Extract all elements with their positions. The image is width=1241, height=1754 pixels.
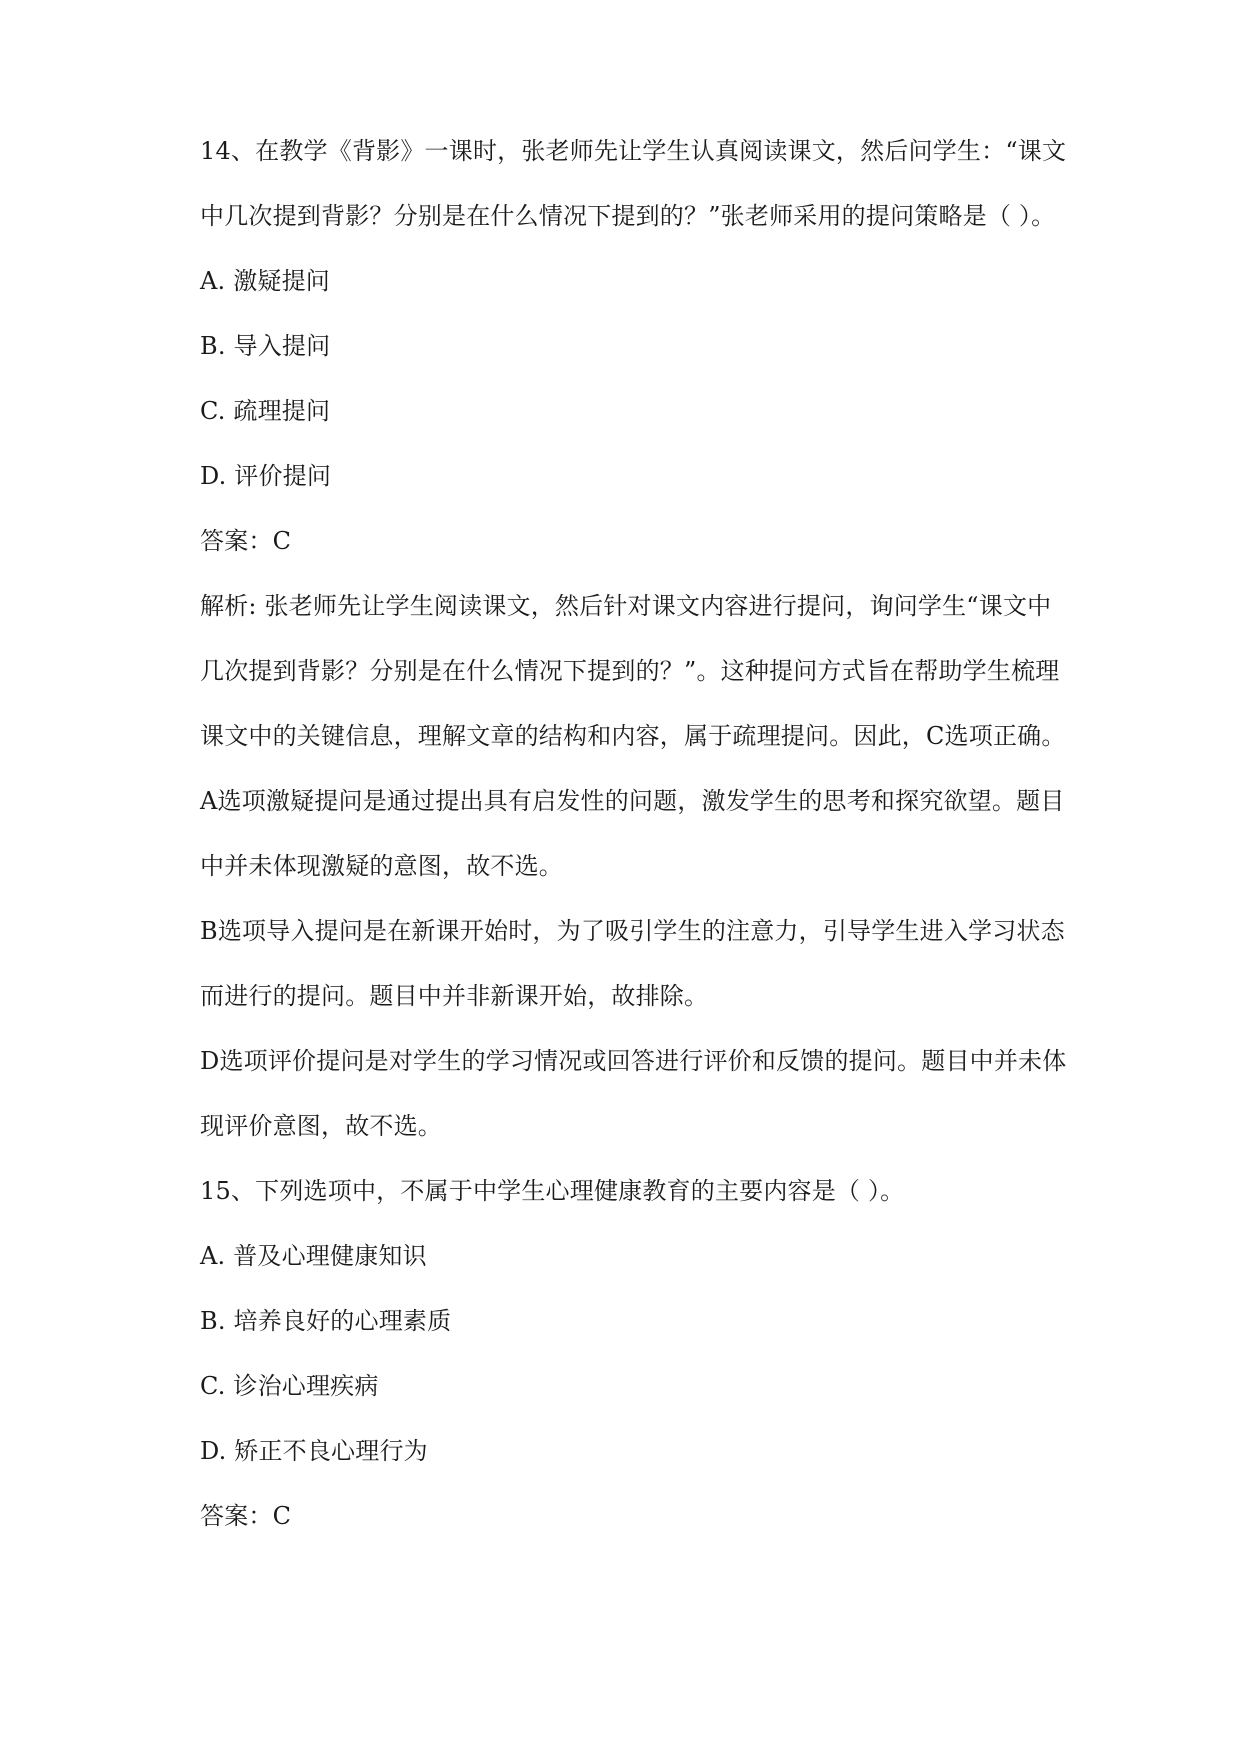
question-14-analysis-line-4: A选项激疑提问是通过提出具有启发性的问题，激发学生的思考和探究欲望。题目: [200, 787, 1065, 815]
question-15-stem: 15、下列选项中，不属于中学生心理健康教育的主要内容是（ ）。: [200, 1177, 905, 1205]
question-14-analysis-line-8: D选项评价提问是对学生的学习情况或回答进行评价和反馈的提问。题目中并未体: [200, 1047, 1067, 1075]
question-14-option-a: A. 激疑提问: [200, 267, 330, 295]
question-15-option-a: A. 普及心理健康知识: [200, 1242, 427, 1270]
question-14-analysis-line-3: 课文中的关键信息，理解文章的结构和内容，属于疏理提问。因此，C选项正确。: [200, 722, 1066, 750]
question-14-analysis-line-2: 几次提到背影？分别是在什么情况下提到的？”。这种提问方式旨在帮助学生梳理: [200, 657, 1060, 685]
question-14-analysis-line-5: 中并未体现激疑的意图，故不选。: [200, 852, 563, 880]
question-14-option-d: D. 评价提问: [200, 462, 332, 490]
document-content: [200, 136, 1090, 1566]
question-14-answer: 答案：C: [200, 527, 292, 555]
question-14-analysis-line-7: 而进行的提问。题目中并非新课开始，故排除。: [200, 982, 709, 1010]
question-14-analysis-line-9: 现评价意图，故不选。: [200, 1112, 442, 1140]
question-14-stem-line-1: 14、在教学《背影》一课时，张老师先让学生认真阅读课文，然后问学生：“课文: [200, 137, 1067, 165]
question-15-option-c: C. 诊治心理疾病: [200, 1372, 379, 1400]
question-14-stem-line-2: 中几次提到背影？分别是在什么情况下提到的？”张老师采用的提问策略是（ ）。: [200, 202, 1056, 230]
question-14-analysis-line-1: 解析: 张老师先让学生阅读课文，然后针对课文内容进行提问，询问学生“课文中: [200, 592, 1052, 620]
question-15-option-b: B. 培养良好的心理素质: [200, 1307, 452, 1335]
question-14-option-c: C. 疏理提问: [200, 397, 331, 425]
question-15-answer: 答案：C: [200, 1502, 292, 1530]
question-14-option-b: B. 导入提问: [200, 332, 331, 360]
question-15-option-d: D. 矫正不良心理行为: [200, 1437, 428, 1465]
question-14-analysis-line-6: B选项导入提问是在新课开始时，为了吸引学生的注意力，引导学生进入学习状态: [200, 917, 1065, 945]
